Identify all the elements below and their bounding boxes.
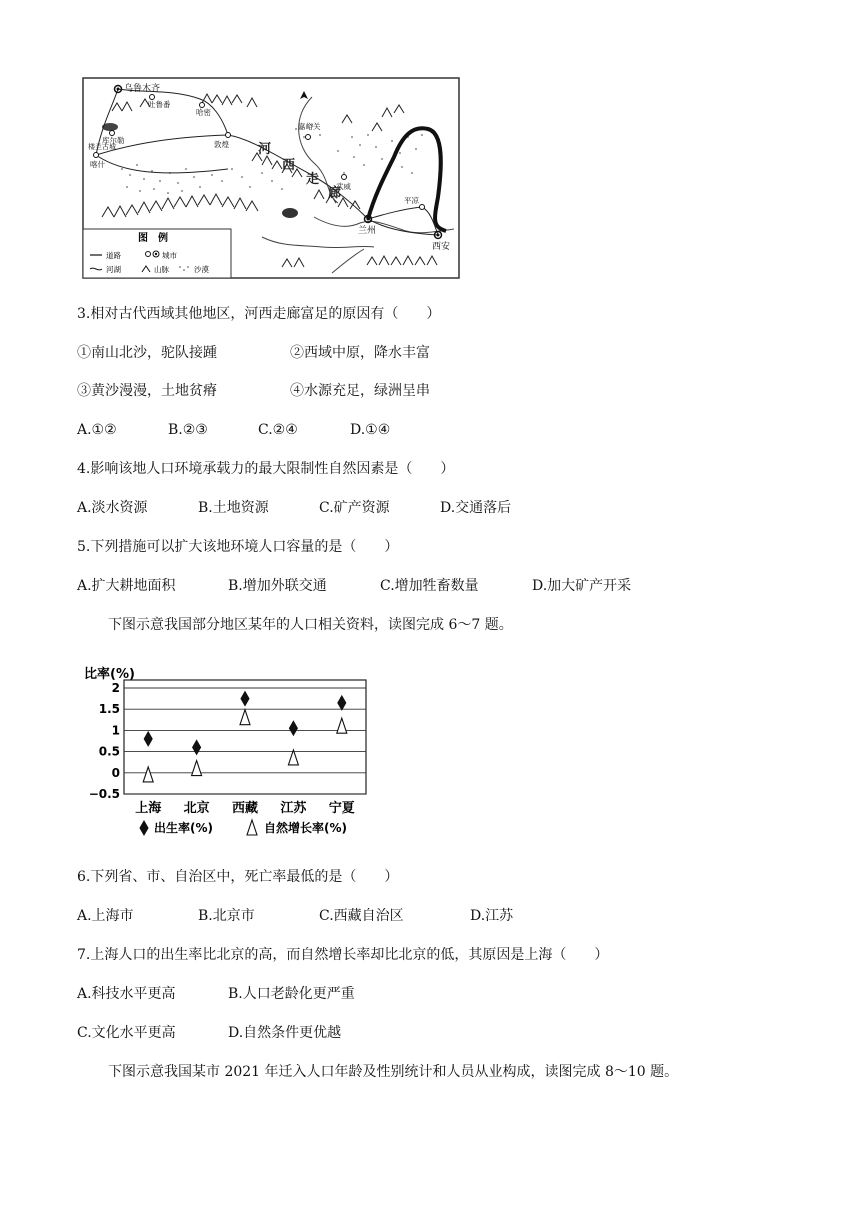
city-label-kashgar: 喀什 <box>90 160 105 169</box>
city-label-jiayuguan: 嘉峪关 <box>298 122 321 131</box>
region-label-char-3: 走 <box>306 172 320 187</box>
q3-option-a: A.①② <box>77 422 117 438</box>
birth-rate-point <box>338 696 346 710</box>
legend-natural-growth-icon <box>247 820 257 835</box>
x-tick-label: 西藏 <box>231 801 259 816</box>
city-label-turpan: 吐鲁番 <box>148 100 171 109</box>
natural-growth-rate-point <box>240 710 250 725</box>
x-tick-label: 江苏 <box>280 801 307 816</box>
q7-option-c: C.文化水平更高 <box>77 1025 176 1041</box>
q3-statement-3: ③黄沙漫漫，土地贫瘠 <box>77 383 217 399</box>
q6-option-b: B.北京市 <box>198 908 255 924</box>
q4-option-a: A.淡水资源 <box>77 500 148 516</box>
birth-rate-point <box>193 740 201 754</box>
legend-birth-rate-icon <box>140 821 148 835</box>
q5-option-d: D.加大矿产开采 <box>532 578 632 594</box>
birth-rate-point <box>241 692 249 706</box>
city-label-korla: 库尔勒 <box>102 136 125 145</box>
x-tick-label: 上海 <box>135 801 162 816</box>
q6-option-c: C.西藏自治区 <box>319 908 404 924</box>
lake-qinghai <box>282 208 298 218</box>
q7-option-b: B.人口老龄化更严重 <box>228 986 355 1002</box>
x-tick-label: 北京 <box>183 801 210 816</box>
natural-growth-rate-point <box>192 761 202 776</box>
intro-6-7: 下图示意我国部分地区某年的人口相关资料，读图完成 6～7 题。 <box>108 617 513 633</box>
intro-8-10: 下图示意我国某市 2021 年迁入人口年龄及性别统计和人员从业构成，读图完成 8～10 题。 <box>108 1064 679 1080</box>
map-legend <box>83 229 231 278</box>
birth-rate-point <box>289 721 297 735</box>
legend-title: 图 例 <box>138 233 168 244</box>
q3-option-d: D.①④ <box>350 422 391 438</box>
y-axis-label: 比率(%) <box>84 667 135 682</box>
map-svg <box>82 77 460 279</box>
q3-option-b: B.②③ <box>168 422 208 438</box>
q7-option-d: D.自然条件更优越 <box>228 1025 342 1041</box>
q6-option-a: A.上海市 <box>77 908 134 924</box>
q6-option-d: D.江苏 <box>470 908 514 924</box>
q5-option-c: C.增加牲畜数量 <box>380 578 479 594</box>
q7-option-a: A.科技水平更高 <box>77 986 176 1002</box>
city-label-pingliang: 平凉 <box>404 196 419 205</box>
city-label-hami: 哈密 <box>196 108 211 117</box>
region-label-char-1: 河 <box>258 142 272 157</box>
q4-option-b: B.土地资源 <box>198 500 269 516</box>
q3-option-c: C.②④ <box>258 422 298 438</box>
y-tick-label: 0 <box>111 765 120 780</box>
q4-option-c: C.矿产资源 <box>319 500 390 516</box>
city-label-loulan: 楼兰古城 <box>88 143 116 151</box>
natural-growth-rate-point <box>337 718 347 733</box>
legend-natural-growth-label: 自然增长率(%) <box>264 821 347 835</box>
y-tick-label: 2 <box>111 681 120 695</box>
q3-stem: 3.相对古代西域其他地区，河西走廊富足的原因有（ ） <box>77 306 441 322</box>
q5-option-a: A.扩大耕地面积 <box>77 578 176 594</box>
q4-stem: 4.影响该地人口环境承载力的最大限制性自然因素是（ ） <box>77 461 455 477</box>
legend-river-label: 河湖 <box>106 265 121 274</box>
q5-stem: 5.下列措施可以扩大该地环境人口容量的是（ ） <box>77 539 399 555</box>
legend-mountain-label: 山脉 <box>154 265 169 274</box>
q6-stem: 6.下列省、市、自治区中，死亡率最低的是（ ） <box>77 869 399 885</box>
region-label-char-4: 廊 <box>328 186 342 201</box>
city-label-dunhuang: 敦煌 <box>214 140 229 149</box>
population-rate-chart <box>76 660 376 845</box>
chart-svg <box>76 660 376 845</box>
y-tick-label: −0.5 <box>88 787 120 801</box>
city-label-wuwei: 武威 <box>336 182 351 191</box>
q5-option-b: B.增加外联交通 <box>228 578 327 594</box>
y-tick-label: 0.5 <box>98 744 120 759</box>
q3-statement-2: ②西域中原，降水丰富 <box>290 345 430 361</box>
legend-desert-label: 沙漠 <box>194 265 209 274</box>
city-label-lanzhou: 兰州 <box>358 226 377 236</box>
hexi-corridor-map <box>82 77 460 279</box>
q7-stem: 7.上海人口的出生率比北京的高，而自然增长率却比北京的低，其原因是上海（ ） <box>77 947 609 963</box>
q4-option-d: D.交通落后 <box>440 500 512 516</box>
legend-road-label: 道路 <box>106 251 121 260</box>
natural-growth-rate-point <box>288 750 298 765</box>
city-label-xian: 西安 <box>432 242 451 252</box>
q3-statement-4: ④水源充足，绿洲呈串 <box>290 383 430 399</box>
q3-statement-1: ①南山北沙，驼队接踵 <box>77 345 217 361</box>
y-tick-label: 1.5 <box>98 702 120 717</box>
legend-city-label: 城市 <box>162 251 177 260</box>
natural-growth-rate-point <box>143 767 153 782</box>
x-tick-label: 宁夏 <box>328 801 355 816</box>
legend-city-icon <box>146 252 151 257</box>
region-label-char-2: 西 <box>282 158 296 173</box>
y-tick-label: 1 <box>111 723 120 738</box>
city-label-urumqi: 乌鲁木齐 <box>124 84 161 94</box>
legend-birth-rate-label: 出生率(%) <box>154 821 213 835</box>
birth-rate-point <box>144 732 152 746</box>
